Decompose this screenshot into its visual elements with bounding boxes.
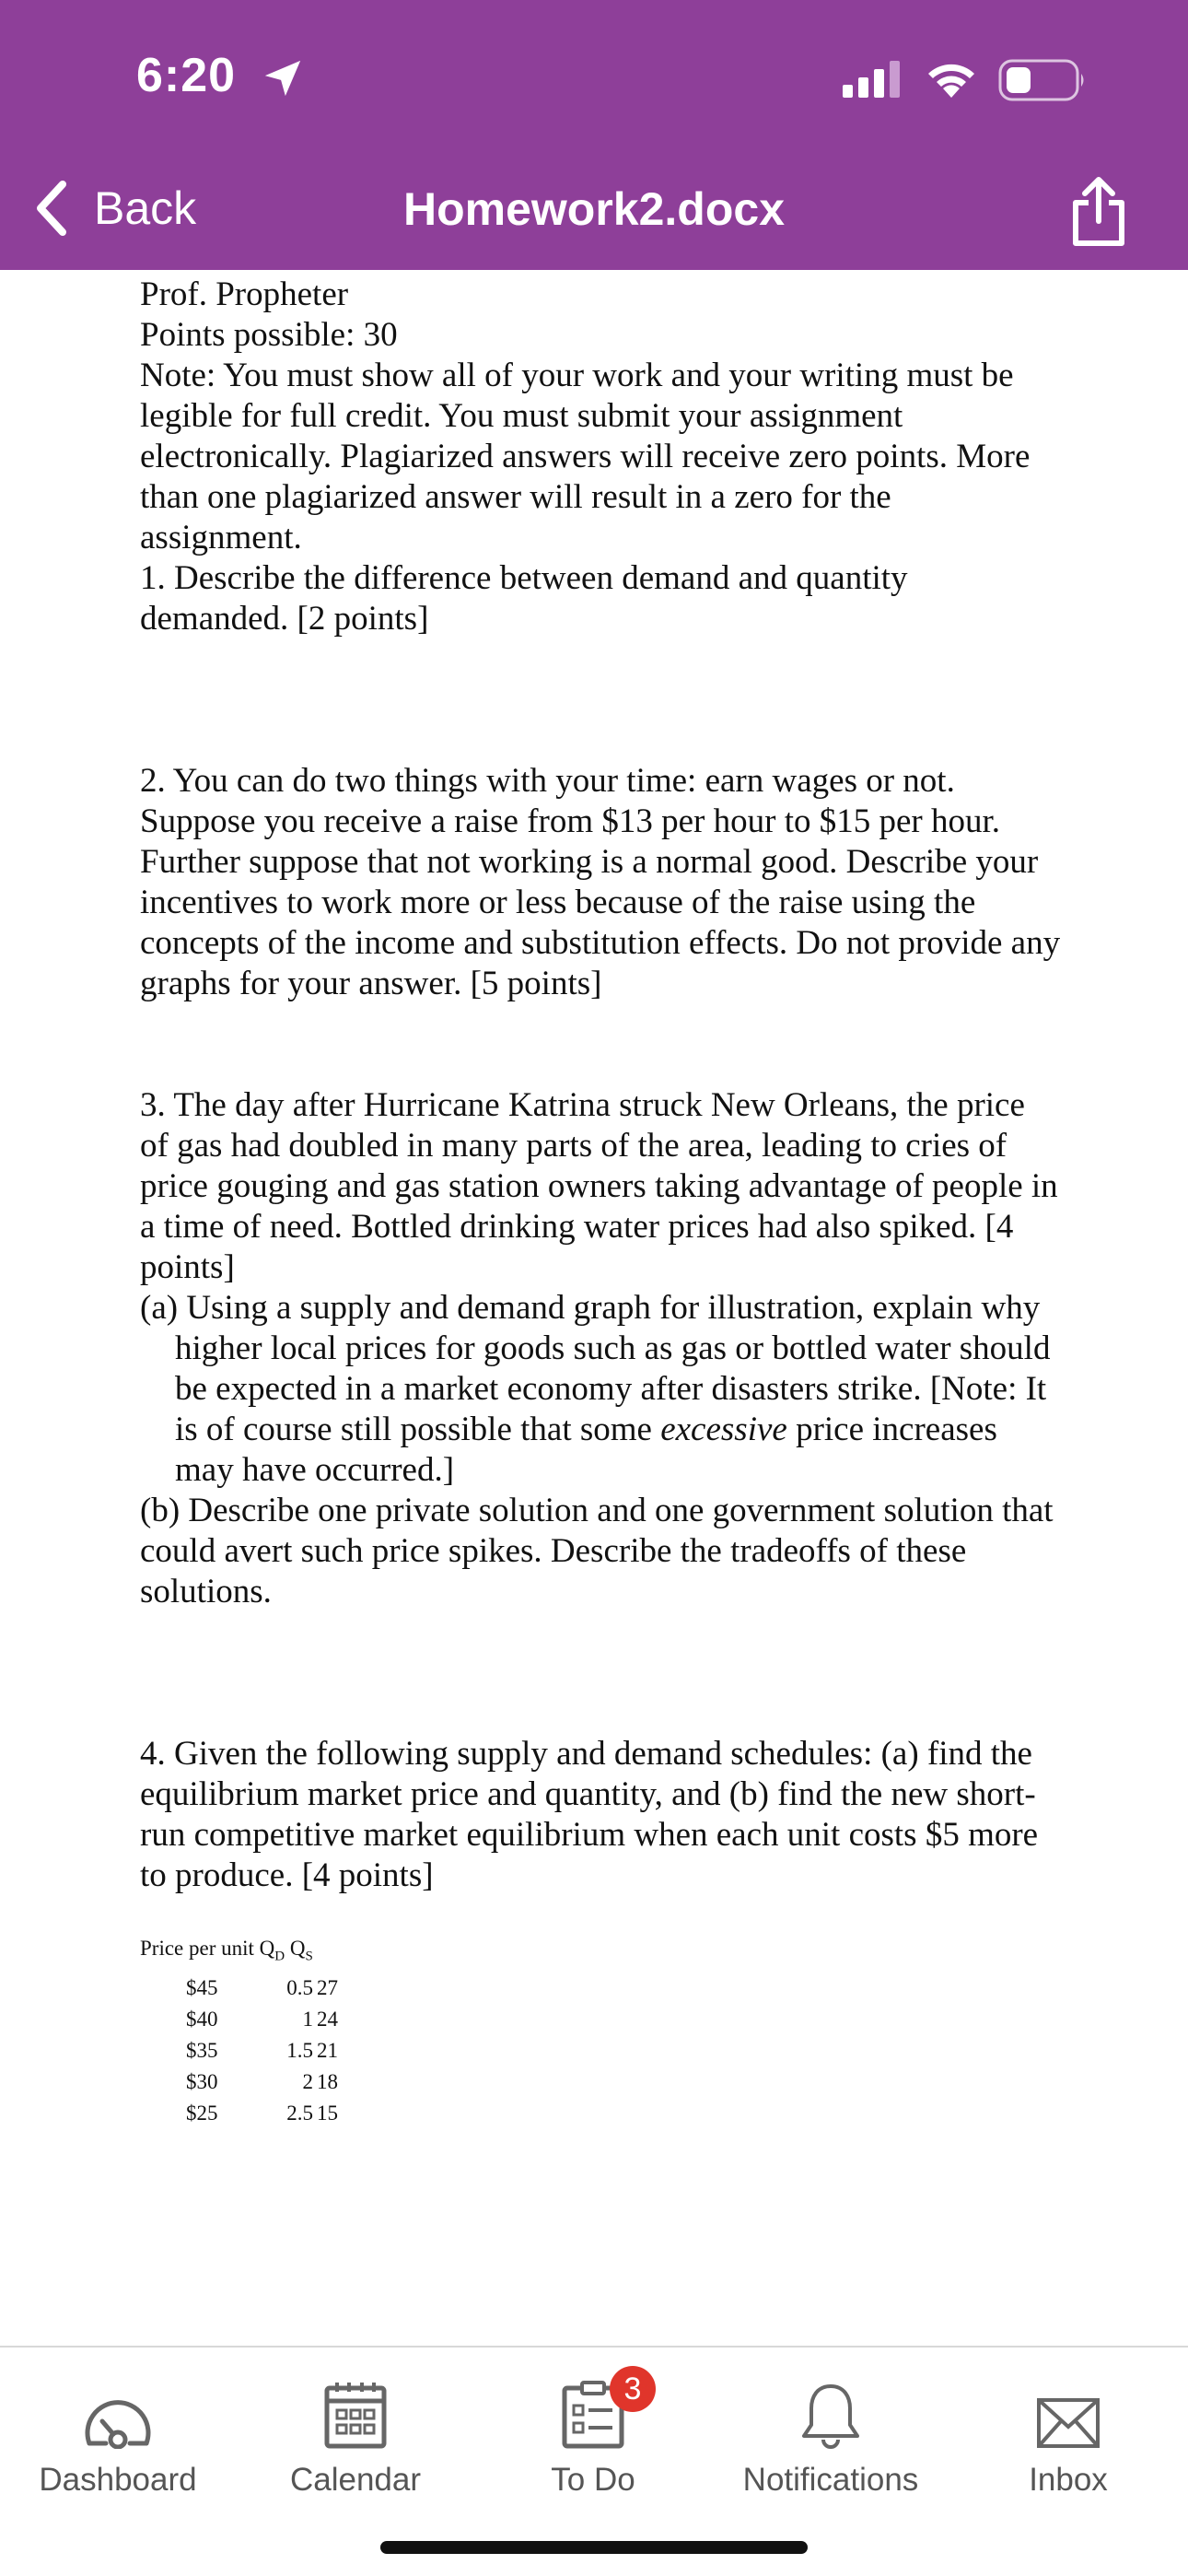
- tab-todo[interactable]: [483, 2366, 704, 2499]
- todo-badge: 3: [610, 2366, 656, 2412]
- table-row: $45 0.5 27: [186, 1975, 338, 1999]
- question-2: 2. You can do two things with your time: earn wages or not. Suppose you receive a raise from $13 per hour to $15 per hour. Further suppose that not working is a normal good. Describe your incentives to work more or less because of the raise using the concepts of the income and substitution effects. Do not provide any graphs for your answer. [5 points]: [140, 762, 1061, 1002]
- prof-name: Prof. Propheter: [140, 275, 349, 313]
- tab-calendar[interactable]: [245, 2366, 466, 2499]
- share-icon[interactable]: [1068, 175, 1129, 249]
- supply-demand-schedule: [140, 1933, 1061, 2129]
- table-row: $35 1.5 21: [186, 2038, 338, 2062]
- question-1: 1. Describe the difference between demand and quantity demanded. [2 points]: [140, 559, 908, 638]
- wifi-icon: [925, 57, 978, 98]
- bell-icon: [798, 2381, 863, 2449]
- speedometer-icon: [82, 2392, 154, 2449]
- tab-label: Dashboard: [39, 2462, 197, 2498]
- back-label: Back: [94, 182, 197, 234]
- location-arrow-icon: [262, 57, 304, 100]
- tab-label: To Do: [551, 2462, 635, 2498]
- mail-icon: [1036, 2397, 1101, 2449]
- question-4: 4. Given the following supply and demand schedules: (a) find the equilibrium market price and quantity, and (b) find the new short-run competitive market equilibrium when each unit costs $5 more to produce. [4 points]: [140, 1735, 1039, 1894]
- schedule-header: Price per unit $Q_D$ $Q_S$: [140, 1937, 313, 1964]
- cellular-signal-icon: [843, 61, 903, 98]
- calendar-icon: [324, 2381, 387, 2449]
- note-paragraph: Note: You must show all of your work and your writing must be legible for full credit. You must submit your assignment electronically. Plagiarized answers will receive zero points. More than one plagiarized answer will result in a zero for the assignment.: [140, 357, 1031, 556]
- tab-notifications[interactable]: [720, 2366, 941, 2499]
- tab-label: Inbox: [1029, 2462, 1108, 2498]
- status-time: 6:20: [136, 49, 237, 102]
- question-3b: (b) Describe one private solution and one government solution that could avert such price spikes. Describe the tradeoffs of these solutions.: [140, 1492, 1054, 1610]
- page-title: Homework2.docx: [402, 183, 785, 235]
- question-3: 3. The day after Hurricane Katrina struck New Orleans, the price of gas had doubled in many parts of the area, leading to cries of price gouging and gas station owners taking advantage of people in a time of need. Bottled drinking water prices had also spiked. [4 points]: [140, 1086, 1058, 1286]
- table-row: $30 2 18: [186, 2069, 338, 2093]
- document-body: [140, 275, 1061, 2129]
- tab-label: Notifications: [742, 2462, 919, 2498]
- points-possible: Points possible: 30: [140, 316, 398, 354]
- home-indicator: [380, 2541, 808, 2554]
- table-row: $25 2.5 15: [186, 2101, 338, 2125]
- question-3a: (a) Using a supply and demand graph for illustration, explain why higher local prices for goods such as gas or bottled water should be expected in a market economy after disasters strike. [Note: It is of course still possible that some excessive price increases may have occurred.]: [140, 1289, 1051, 1489]
- table-row: $40 1 24: [186, 2007, 338, 2031]
- tab-label: Calendar: [289, 2462, 422, 2498]
- tab-inbox[interactable]: [958, 2366, 1179, 2499]
- tab-dashboard[interactable]: [7, 2366, 228, 2499]
- battery-icon: [998, 59, 1087, 101]
- app-header: [0, 0, 1188, 270]
